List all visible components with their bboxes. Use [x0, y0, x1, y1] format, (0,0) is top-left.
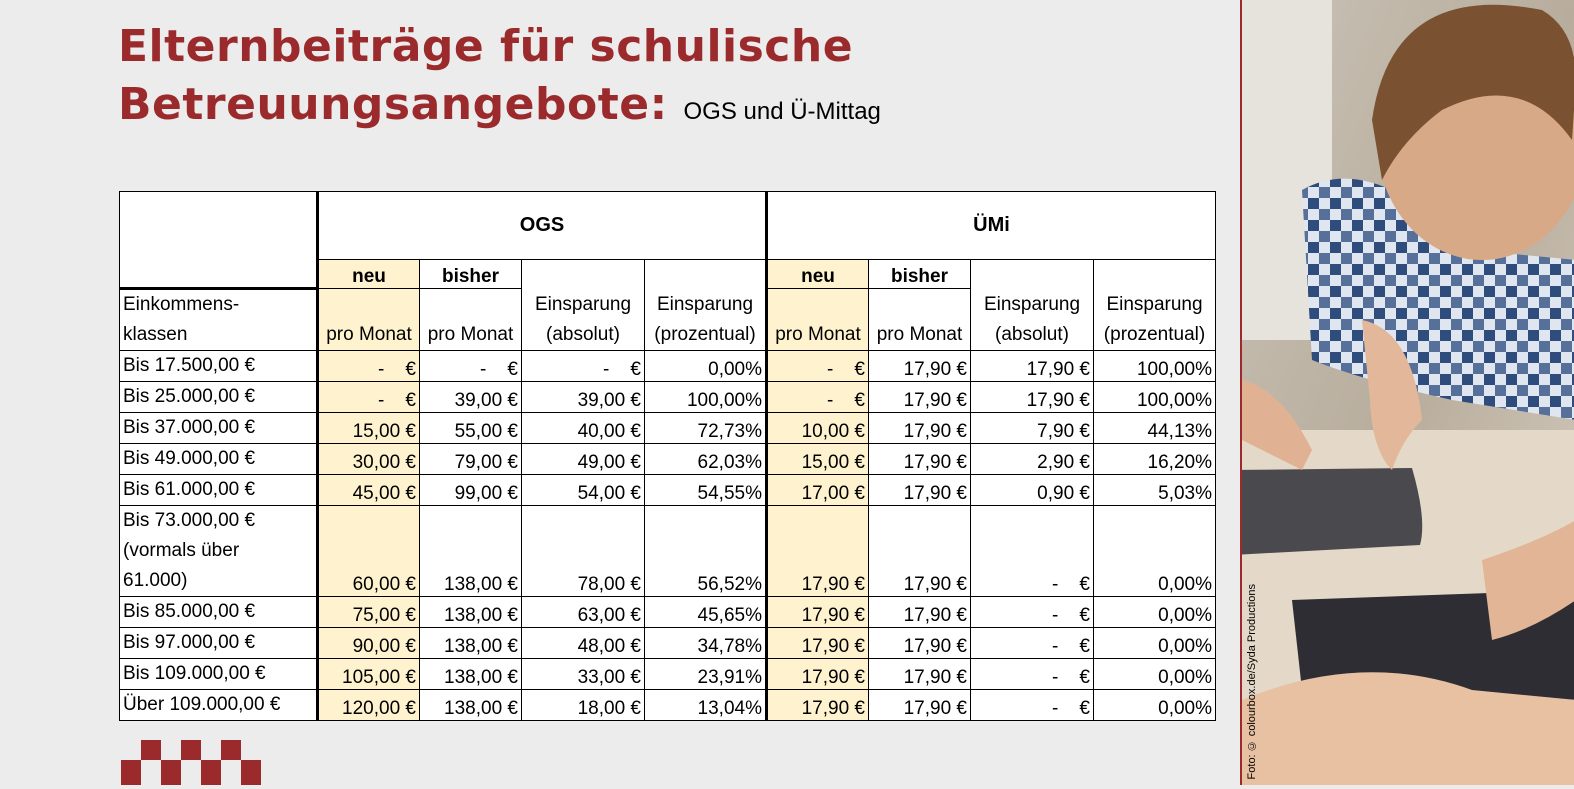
cell-umi-abs: 17,90 €: [971, 382, 1094, 413]
cell-umi-bisher: 17,90 €: [869, 628, 971, 659]
cell-ogs-pct: 54,55%: [645, 475, 767, 506]
income-class-cell: [120, 351, 318, 382]
title-line-1: Elternbeiträge für schulische: [118, 21, 854, 72]
cell-umi-abs: - €: [971, 659, 1094, 690]
cell-umi-pct: 0,00%: [1094, 506, 1216, 597]
cell-umi-pct: 0,00%: [1094, 690, 1216, 721]
cell-ogs-abs: 39,00 €: [522, 382, 645, 413]
income-class-label: Bis 49.000,00 €: [123, 448, 256, 469]
income-class-cell: [120, 597, 318, 628]
table-row: [120, 475, 1216, 506]
table-row: [120, 413, 1216, 444]
cell-ogs-pct: 72,73%: [645, 413, 767, 444]
table-row: [120, 659, 1216, 690]
table-row: [120, 690, 1216, 721]
label-einsparung: Einsparung: [1106, 294, 1203, 315]
col-header-umi-bisher: bisher: [869, 260, 971, 289]
cell-ogs-neu: 30,00 €: [318, 444, 420, 475]
row-header-line-2: klassen: [123, 324, 188, 345]
cell-ogs-abs: 33,00 €: [522, 659, 645, 690]
income-class-label: Bis 25.000,00 €: [123, 386, 256, 407]
col-subheader-ogs-neu-pro-monat: pro Monat: [318, 289, 420, 351]
cell-umi-abs: 2,90 €: [971, 444, 1094, 475]
cell-umi-bisher: 17,90 €: [869, 382, 971, 413]
cell-umi-bisher: 17,90 €: [869, 506, 971, 597]
col-header-umi-neu: neu: [767, 260, 869, 289]
col-header-ogs-einsparung-prozentual: [645, 260, 767, 351]
cell-umi-abs: - €: [971, 506, 1094, 597]
cell-ogs-neu: - €: [318, 382, 420, 413]
col-header-ogs-neu: neu: [318, 260, 420, 289]
col-header-ogs-einsparung-absolut: [522, 260, 645, 351]
row-header-line-1: Einkommens-: [123, 294, 240, 315]
cell-umi-bisher: 17,90 €: [869, 659, 971, 690]
group-header-umi: ÜMi: [767, 192, 1216, 260]
cell-umi-abs: 0,90 €: [971, 475, 1094, 506]
income-class-cell: [120, 659, 318, 690]
cell-ogs-abs: 63,00 €: [522, 597, 645, 628]
cell-ogs-pct: 62,03%: [645, 444, 767, 475]
cell-umi-bisher: 17,90 €: [869, 444, 971, 475]
income-class-cell: [120, 506, 318, 597]
income-class-cell: [120, 413, 318, 444]
cell-ogs-abs: 18,00 €: [522, 690, 645, 721]
cell-umi-neu: - €: [767, 382, 869, 413]
cell-ogs-pct: 45,65%: [645, 597, 767, 628]
cell-ogs-bisher: 99,00 €: [420, 475, 522, 506]
col-subheader-ogs-bisher-pro-monat: pro Monat: [420, 289, 522, 351]
cell-umi-neu: 17,90 €: [767, 506, 869, 597]
cell-umi-bisher: 17,90 €: [869, 475, 971, 506]
label-einsparung: Einsparung: [534, 294, 632, 315]
label-prozentual: (prozentual): [1103, 324, 1206, 345]
income-class-label: (vormals über: [123, 540, 240, 561]
cell-umi-neu: 17,90 €: [767, 628, 869, 659]
photo-credit: Foto: © colourbox.de/Syda Productions: [1246, 583, 1258, 779]
label-einsparung: Einsparung: [656, 294, 754, 315]
cell-umi-neu: 17,00 €: [767, 475, 869, 506]
page-subtitle: OGS und Ü-Mittag: [683, 98, 881, 125]
cell-ogs-bisher: 138,00 €: [420, 597, 522, 628]
cell-umi-pct: 0,00%: [1094, 628, 1216, 659]
cell-ogs-neu: 60,00 €: [318, 506, 420, 597]
cell-umi-bisher: 17,90 €: [869, 413, 971, 444]
children-tablet-photo: [1240, 0, 1574, 785]
cell-ogs-bisher: 138,00 €: [420, 628, 522, 659]
col-header-ogs-bisher: bisher: [420, 260, 522, 289]
cell-umi-pct: 0,00%: [1094, 597, 1216, 628]
fee-table: [119, 191, 1216, 721]
col-header-umi-einsparung-absolut: [971, 260, 1094, 351]
income-class-label: Bis 109.000,00 €: [123, 663, 266, 684]
income-class-label: Bis 61.000,00 €: [123, 479, 256, 500]
cell-ogs-bisher: 55,00 €: [420, 413, 522, 444]
col-subheader-umi-neu-pro-monat: pro Monat: [767, 289, 869, 351]
income-class-label: Bis 17.500,00 €: [123, 355, 256, 376]
cell-ogs-bisher: 39,00 €: [420, 382, 522, 413]
income-class-label: 61.000): [123, 570, 188, 591]
cell-umi-abs: 7,90 €: [971, 413, 1094, 444]
cell-ogs-neu: 15,00 €: [318, 413, 420, 444]
cell-umi-neu: 15,00 €: [767, 444, 869, 475]
income-class-cell: [120, 690, 318, 721]
cell-umi-abs: 17,90 €: [971, 351, 1094, 382]
cell-ogs-pct: 13,04%: [645, 690, 767, 721]
col-header-umi-einsparung-prozentual: [1094, 260, 1216, 351]
cell-umi-pct: 16,20%: [1094, 444, 1216, 475]
cell-ogs-pct: 56,52%: [645, 506, 767, 597]
cell-ogs-bisher: - €: [420, 351, 522, 382]
page-title: [118, 18, 881, 141]
group-header-ogs: OGS: [318, 192, 767, 260]
income-class-cell: [120, 628, 318, 659]
cell-umi-neu: - €: [767, 351, 869, 382]
cell-ogs-neu: 45,00 €: [318, 475, 420, 506]
cell-umi-bisher: 17,90 €: [869, 351, 971, 382]
cell-ogs-bisher: 138,00 €: [420, 506, 522, 597]
cell-ogs-pct: 100,00%: [645, 382, 767, 413]
income-class-cell: [120, 382, 318, 413]
row-header-einkommensklassen: [120, 289, 318, 351]
label-einsparung: Einsparung: [983, 294, 1081, 315]
cell-umi-bisher: 17,90 €: [869, 690, 971, 721]
cell-ogs-neu: 120,00 €: [318, 690, 420, 721]
cell-umi-bisher: 17,90 €: [869, 597, 971, 628]
cell-ogs-neu: - €: [318, 351, 420, 382]
income-class-label: Bis 85.000,00 €: [123, 601, 256, 622]
cell-umi-neu: 17,90 €: [767, 659, 869, 690]
table-row: [120, 382, 1216, 413]
cell-ogs-abs: - €: [522, 351, 645, 382]
label-absolut: (absolut): [995, 324, 1069, 345]
table-corner-cell: [120, 192, 318, 289]
cell-ogs-neu: 75,00 €: [318, 597, 420, 628]
label-absolut: (absolut): [546, 324, 620, 345]
cell-umi-abs: - €: [971, 690, 1094, 721]
cell-ogs-abs: 78,00 €: [522, 506, 645, 597]
income-class-cell: [120, 475, 318, 506]
cell-umi-neu: 17,90 €: [767, 690, 869, 721]
col-subheader-umi-bisher-pro-monat: pro Monat: [869, 289, 971, 351]
cell-umi-pct: 0,00%: [1094, 659, 1216, 690]
cell-ogs-abs: 40,00 €: [522, 413, 645, 444]
cell-ogs-neu: 105,00 €: [318, 659, 420, 690]
cell-ogs-bisher: 79,00 €: [420, 444, 522, 475]
cell-ogs-pct: 0,00%: [645, 351, 767, 382]
label-prozentual: (prozentual): [654, 324, 756, 345]
income-class-cell: [120, 444, 318, 475]
cell-ogs-bisher: 138,00 €: [420, 659, 522, 690]
cell-umi-pct: 100,00%: [1094, 382, 1216, 413]
cell-ogs-abs: 49,00 €: [522, 444, 645, 475]
cell-umi-neu: 10,00 €: [767, 413, 869, 444]
cell-ogs-pct: 34,78%: [645, 628, 767, 659]
cell-umi-abs: - €: [971, 628, 1094, 659]
table-row: [120, 444, 1216, 475]
cell-umi-neu: 17,90 €: [767, 597, 869, 628]
table-row: [120, 351, 1216, 382]
cell-umi-pct: 100,00%: [1094, 351, 1216, 382]
brand-logo: [121, 740, 263, 789]
table-row: [120, 506, 1216, 597]
table-row: [120, 597, 1216, 628]
cell-umi-abs: - €: [971, 597, 1094, 628]
cell-ogs-abs: 48,00 €: [522, 628, 645, 659]
table-row: [120, 628, 1216, 659]
income-class-label: Bis 73.000,00 €: [123, 510, 256, 531]
cell-umi-pct: 44,13%: [1094, 413, 1216, 444]
cell-ogs-neu: 90,00 €: [318, 628, 420, 659]
cell-umi-pct: 5,03%: [1094, 475, 1216, 506]
title-line-2: Betreuungsangebote:: [118, 79, 668, 130]
cell-ogs-bisher: 138,00 €: [420, 690, 522, 721]
income-class-label: Über 109.000,00 €: [123, 694, 281, 715]
income-class-label: Bis 97.000,00 €: [123, 632, 256, 653]
cell-ogs-pct: 23,91%: [645, 659, 767, 690]
income-class-label: Bis 37.000,00 €: [123, 417, 256, 438]
cell-ogs-abs: 54,00 €: [522, 475, 645, 506]
